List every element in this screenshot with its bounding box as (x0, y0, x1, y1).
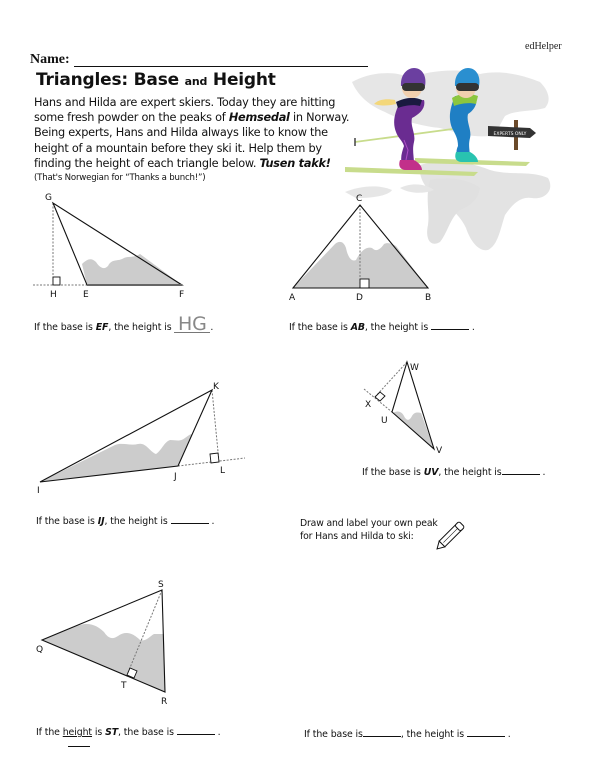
question-text: , the height is (104, 516, 171, 527)
right-angle-mark (360, 279, 369, 288)
title-end: Height (212, 70, 276, 90)
question-end: . (210, 322, 214, 333)
intro-emphasis: Hemsedal (228, 111, 290, 125)
draw-prompt-line: for Hans and Hilda to ski: (300, 530, 414, 542)
intro-text: finding the height of each triangle below. (34, 156, 260, 170)
question-text: , the height is (438, 467, 502, 478)
answer-field[interactable] (171, 515, 209, 524)
height-answer-field[interactable] (467, 728, 505, 737)
intro-text: in Norway. (289, 111, 350, 125)
draw-prompt (300, 518, 438, 543)
answer-field[interactable] (502, 466, 540, 475)
vertex-label: F (179, 290, 185, 300)
pencil-icon (434, 521, 464, 551)
question-segment: ST (105, 727, 119, 738)
vertex-label: B (425, 293, 432, 303)
intro-text: Hans and Hilda are expert skiers. Today they are hitting (34, 96, 336, 109)
question-text: If the base is (34, 322, 96, 333)
vertex-label: K (213, 382, 219, 392)
question-segment: AB (350, 322, 365, 333)
height-line (212, 390, 219, 462)
vertex-label: V (436, 446, 443, 456)
vertex-label: D (356, 293, 363, 303)
question-end: . (217, 727, 221, 738)
question-st (36, 726, 221, 738)
underline-mark (68, 746, 90, 747)
name-label: Name: (30, 52, 70, 67)
triangle-cab (289, 194, 431, 303)
vertex-label: C (356, 194, 363, 204)
triangle-kij (37, 382, 245, 496)
question-end: . (211, 516, 215, 527)
base-answer-field[interactable] (363, 728, 401, 737)
answer-field[interactable] (177, 726, 215, 735)
vertex-label: Q (36, 645, 44, 655)
vertex-label: A (289, 293, 296, 303)
sign-text: EXPERTS ONLY (493, 132, 527, 137)
question-segment: IJ (97, 516, 105, 527)
vertex-label: H (50, 290, 57, 300)
right-angle-mark (210, 453, 219, 463)
intro-text: Being experts, Hans and Hilda always like to know the (34, 126, 328, 140)
vertex-label: W (410, 363, 419, 373)
question-segment: EF (95, 322, 109, 333)
answer-field[interactable]: HG (174, 316, 210, 333)
question-text: If the base is (304, 729, 363, 740)
question-text: If the base is (362, 467, 424, 478)
vertex-label: U (381, 416, 388, 426)
question-end: . (471, 322, 475, 333)
intro-text: some fresh powder on the peaks of (34, 111, 229, 125)
vertex-label: X (365, 400, 372, 410)
title-main: Triangles: Base (36, 70, 179, 90)
drawing-area[interactable] (300, 556, 580, 716)
question-ab (289, 321, 475, 333)
triangle-wuv (364, 362, 443, 456)
vertex-label: J (174, 472, 177, 482)
snow-fill (42, 624, 165, 692)
question-text: , the height is (108, 322, 175, 333)
vertex-label: I (37, 486, 40, 496)
vertex-label: R (161, 697, 168, 707)
question-end: . (542, 467, 546, 478)
question-uv (362, 466, 545, 478)
question-text: is (92, 727, 106, 738)
draw-prompt-line: Draw and label your own peak (300, 518, 438, 529)
vertex-label: E (83, 290, 89, 300)
vertex-label: L (220, 466, 226, 476)
question-text: If the base is (36, 516, 98, 527)
brand-label: edHelper (525, 41, 562, 52)
triangle-sqr (36, 580, 167, 707)
question-end: . (507, 729, 511, 740)
question-ij (36, 515, 214, 527)
question-text: , the height is (400, 729, 465, 740)
vertex-label: S (158, 580, 164, 590)
vertex-label: T (121, 681, 127, 691)
question-segment: UV (423, 467, 439, 478)
question-text: , the base is (118, 727, 177, 738)
question-text: If the (36, 727, 63, 738)
intro-note: (That's Norwegian for “Thanks a bunch!”) (34, 173, 206, 183)
triangle-gef (33, 193, 184, 300)
question-own (304, 728, 511, 740)
question-text: If the base is (289, 322, 351, 333)
title-connector: and (184, 75, 208, 88)
intro-text: height of a mountain before they ski it. Help them by (34, 141, 322, 155)
question-underlined: height (62, 727, 93, 738)
intro-emphasis: Tusen takk! (259, 156, 331, 170)
snow-fill (82, 254, 182, 285)
vertex-label: G (45, 193, 52, 203)
question-ef (34, 313, 214, 335)
question-text: , the height is (364, 322, 431, 333)
right-angle-mark (53, 277, 60, 285)
right-angle-mark (375, 392, 385, 401)
answer-field[interactable] (431, 321, 469, 330)
